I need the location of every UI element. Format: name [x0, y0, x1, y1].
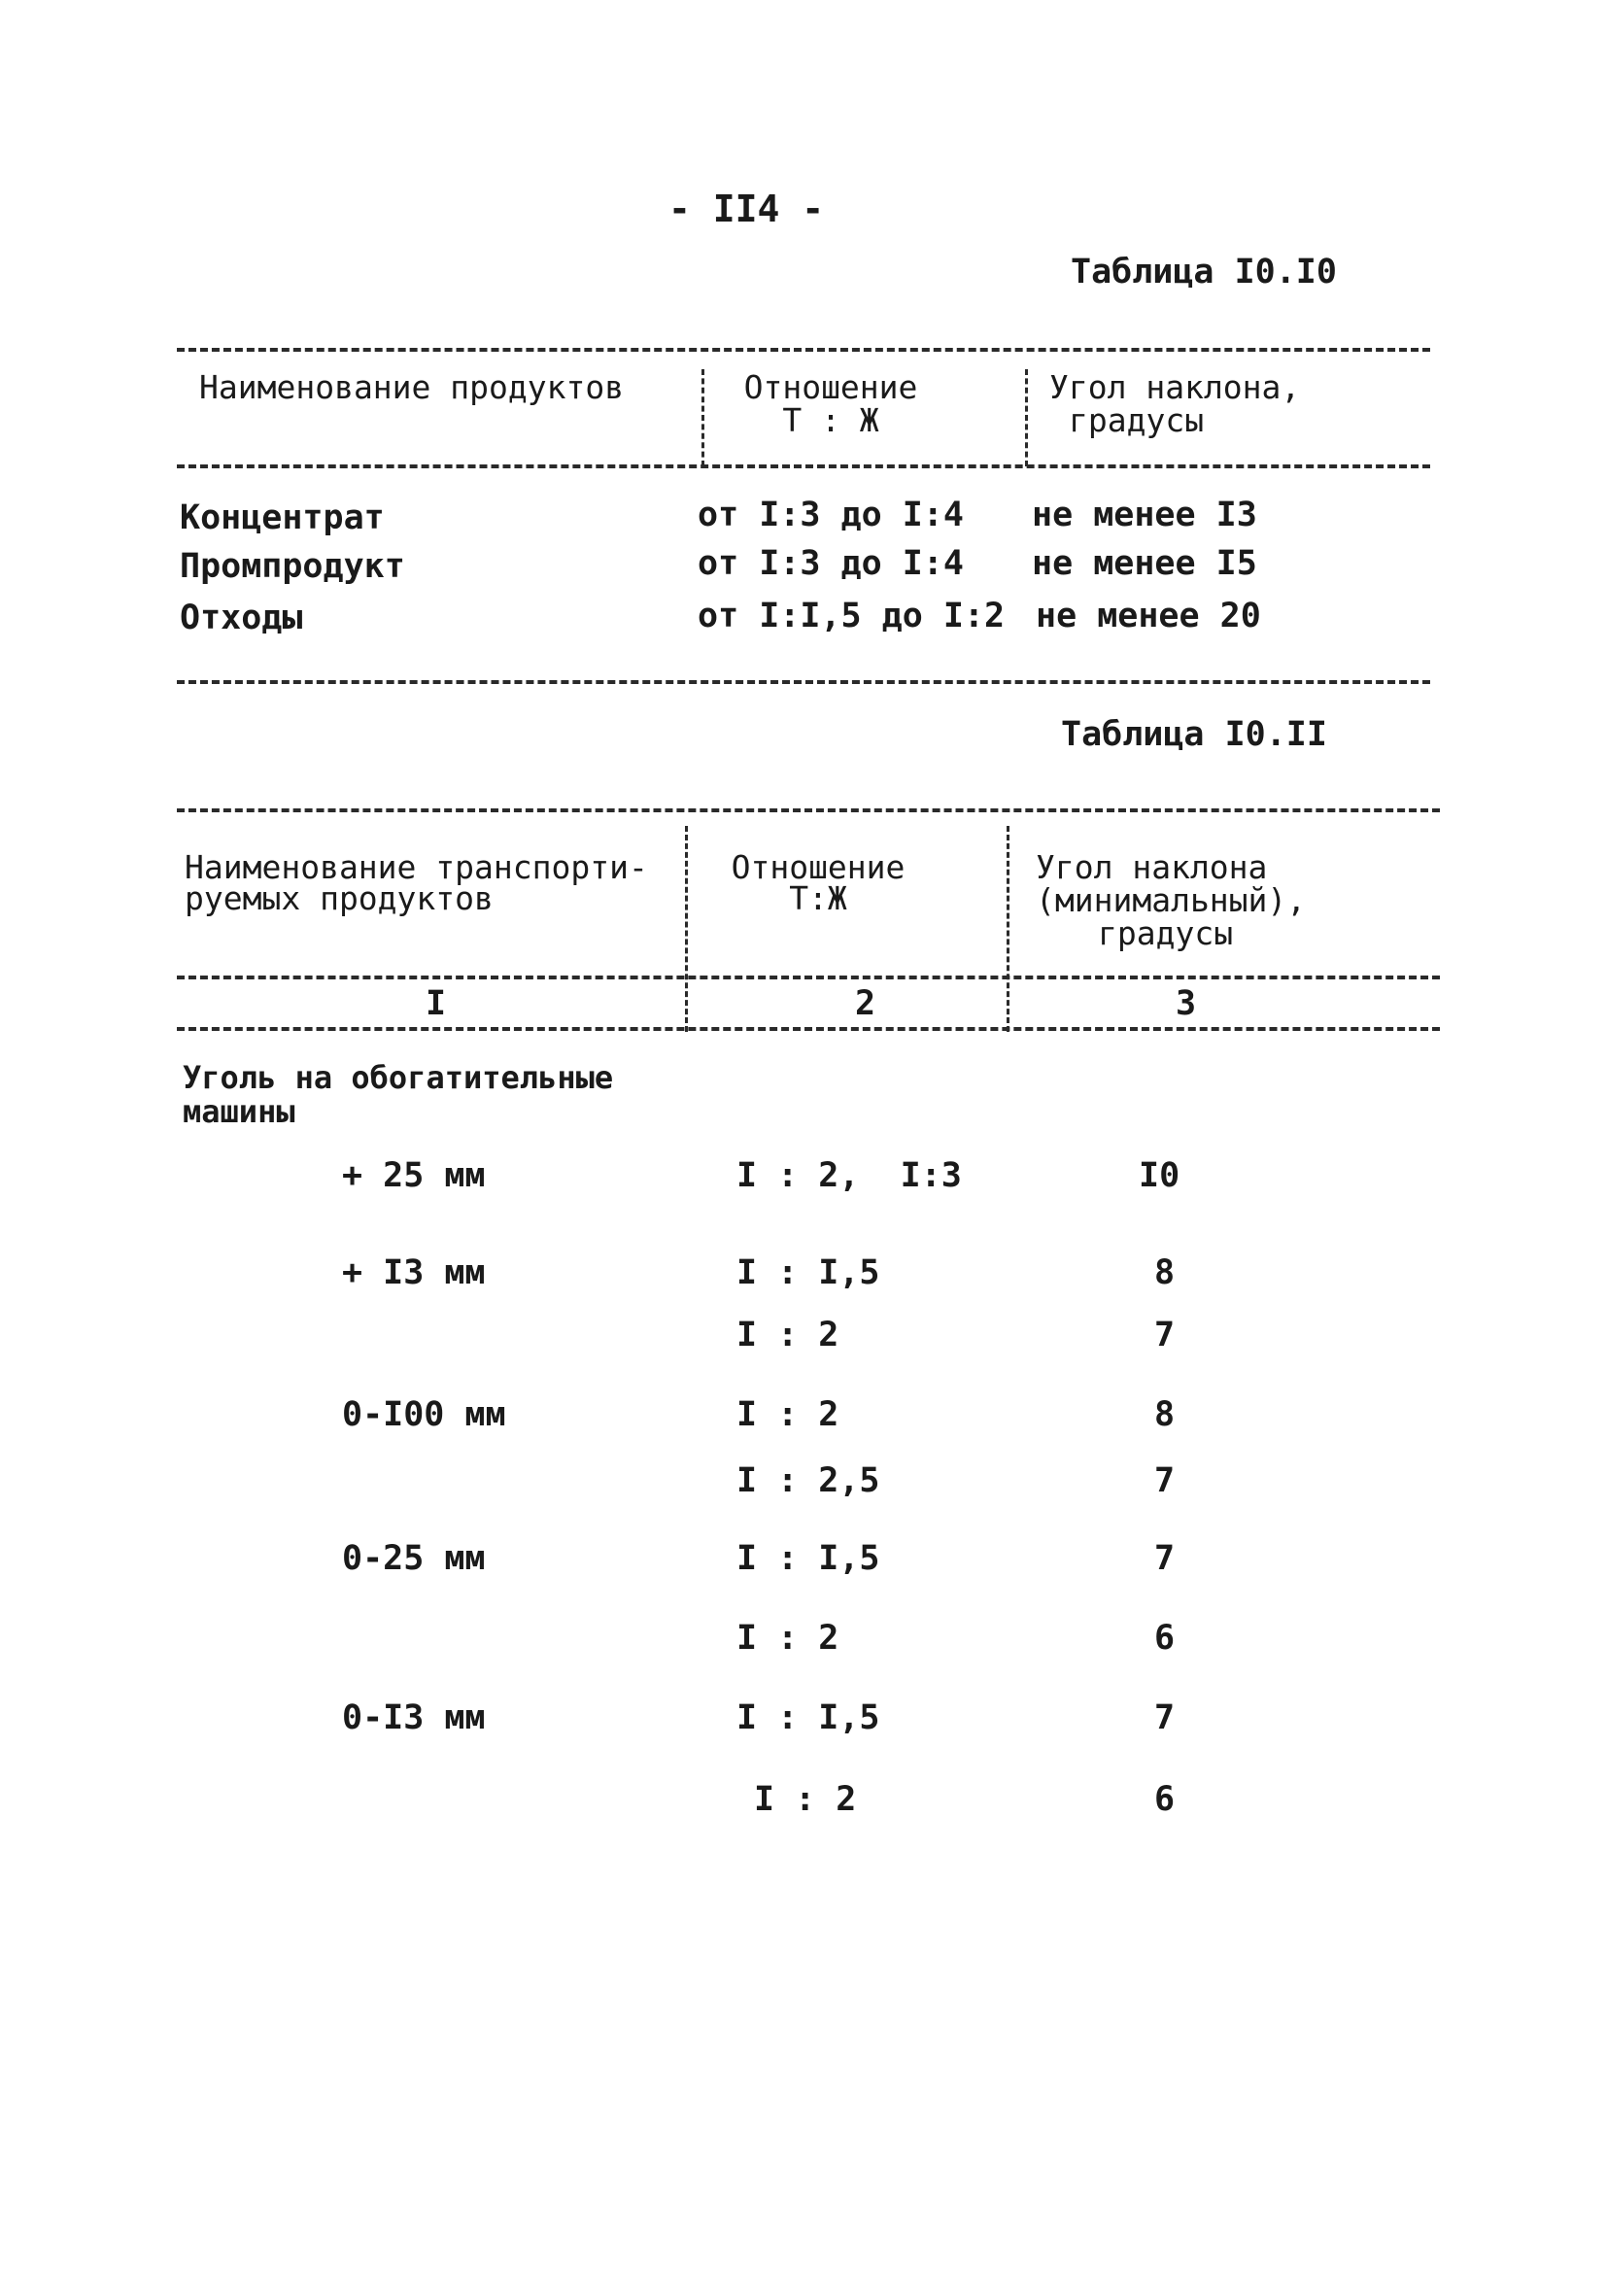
table2-row-size: + I3 мм: [342, 1253, 486, 1292]
table2-row-size: 0-25 мм: [342, 1539, 486, 1578]
table1-header-col2-line2: Т : Ж: [782, 401, 879, 439]
table2-header-col1-line1: Наименование транспорти-: [185, 848, 648, 886]
table2-col-divider-1: [685, 826, 688, 1032]
table1-row-name: Промпродукт: [180, 547, 405, 586]
table2-header-col3-line3: градусы: [1098, 914, 1234, 952]
table1-row-name: Отходы: [180, 599, 303, 637]
table2-row-ratio: I : I,5: [736, 1253, 880, 1292]
table2-row-angle: 6: [1154, 1619, 1176, 1658]
table2-row-ratio: I : 2: [736, 1395, 839, 1434]
table2-col-divider-2: [1007, 826, 1009, 1032]
table1-col-divider-1: [701, 369, 704, 466]
table1-row-angle: не менее I5: [1032, 544, 1257, 583]
table2-row-ratio: I : I,5: [736, 1698, 880, 1737]
table2-col-number: I: [426, 984, 447, 1023]
table2-header-col3-line2: (минимальный),: [1036, 881, 1307, 919]
table2-col-number: 3: [1176, 984, 1197, 1023]
table1-top-rule: [177, 348, 1430, 352]
table1-row-angle: не менее I3: [1032, 496, 1257, 534]
table2-row-ratio: I : 2: [736, 1619, 839, 1658]
table2-row-angle: I0: [1139, 1156, 1180, 1195]
table1-header-col3-line2: градусы: [1069, 401, 1205, 439]
table2-row-angle: 7: [1154, 1698, 1176, 1737]
table1-row-name: Концентрат: [180, 498, 385, 537]
table1-row-ratio: от I:3 до I:4: [698, 544, 964, 583]
table2-header-col1-line2: руемых продуктов: [185, 879, 494, 917]
table1-caption: Таблица I0.I0: [1071, 253, 1337, 291]
table1-col-divider-2: [1025, 369, 1028, 466]
page-number: - II4 -: [668, 188, 825, 230]
table2-row-angle: 7: [1154, 1461, 1176, 1500]
table2-row-ratio: I : 2,5: [736, 1461, 880, 1500]
table2-header-rule: [177, 976, 1440, 979]
table2-row-angle: 7: [1154, 1316, 1176, 1354]
table2-header-col3-line1: Угол наклона: [1036, 848, 1268, 886]
table2-row-ratio: I : I,5: [736, 1539, 880, 1578]
table2-header-col2-line1: Отношение: [731, 848, 906, 886]
table2-col-number: 2: [855, 984, 876, 1023]
table2-group-title-line1: Уголь на обогатительные: [183, 1059, 614, 1096]
table1-row-ratio: от I:3 до I:4: [698, 496, 964, 534]
table2-number-rule: [177, 1027, 1440, 1031]
table1-header-col1: Наименование продуктов: [199, 368, 625, 406]
table2-row-angle: 8: [1154, 1253, 1176, 1292]
table1-bottom-rule: [177, 680, 1430, 684]
table2-row-angle: 6: [1154, 1780, 1176, 1819]
table2-row-angle: 7: [1154, 1539, 1176, 1578]
table1-header-col2-line1: Отношение: [743, 368, 918, 406]
table2-row-angle: 8: [1154, 1395, 1176, 1434]
table2-row-ratio: I : 2: [754, 1780, 857, 1819]
table1-row-ratio: от I:I,5 до I:2: [698, 597, 1006, 635]
table2-row-ratio: I : 2, I:3: [736, 1156, 962, 1195]
table2-group-title-line2: машины: [183, 1093, 295, 1130]
table2-row-size: 0-I3 мм: [342, 1698, 486, 1737]
table1-header-rule: [177, 464, 1430, 468]
table2-top-rule: [177, 808, 1440, 812]
table2-caption: Таблица I0.II: [1061, 715, 1327, 754]
table2-row-size: 0-I00 мм: [342, 1395, 506, 1434]
table2-header-col2-line2: Т:Ж: [789, 879, 847, 917]
table2-row-ratio: I : 2: [736, 1316, 839, 1354]
table1-header-col3-line1: Угол наклона,: [1049, 368, 1301, 406]
table1-row-angle: не менее 20: [1036, 597, 1261, 635]
table2-row-size: + 25 мм: [342, 1156, 486, 1195]
